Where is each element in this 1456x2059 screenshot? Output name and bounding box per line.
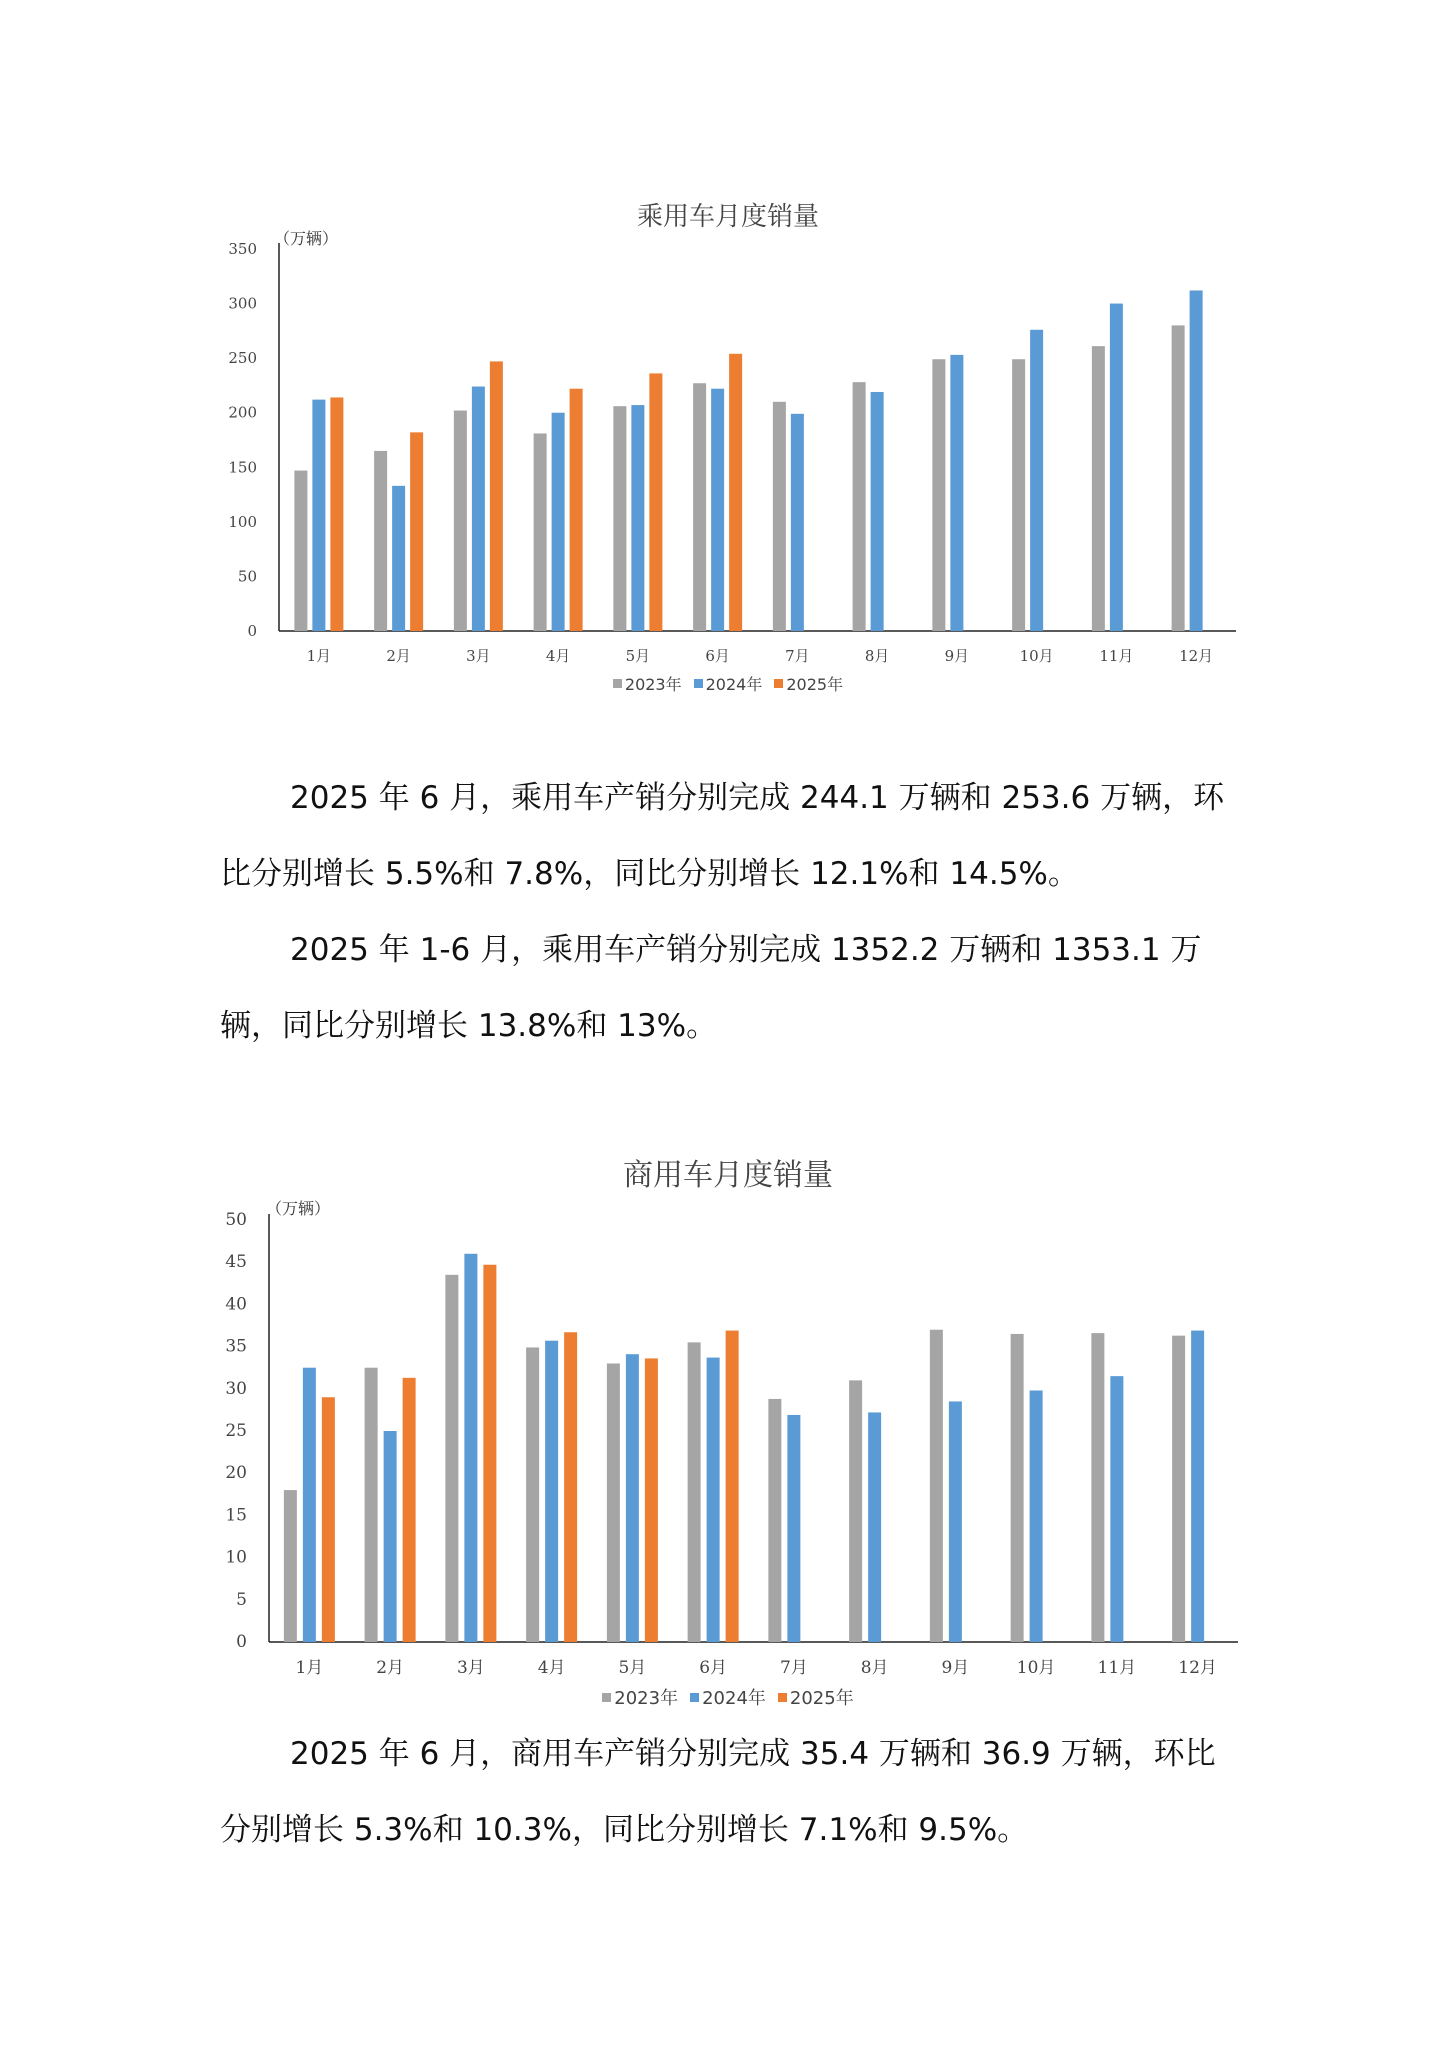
x-tick-label: 1月: [295, 1658, 324, 1678]
commercial-vehicle-chart: [0, 1150, 1456, 1720]
x-tick-label: 2月: [386, 647, 411, 665]
bar-2023年-9月: [932, 359, 945, 631]
legend-label: 2025年: [786, 675, 844, 694]
bar-2025年-4月: [570, 389, 583, 631]
x-tick-label: 6月: [699, 1658, 728, 1678]
legend-swatch: [690, 1693, 699, 1702]
bar-2025年-4月: [564, 1332, 577, 1642]
bar-2025年-1月: [330, 397, 343, 631]
bar-2024年-9月: [950, 355, 963, 631]
y-tick-label: 0: [247, 622, 257, 640]
legend-label: 2025年: [789, 1688, 854, 1709]
x-tick-label: 9月: [941, 1658, 970, 1678]
x-tick-label: 1月: [306, 647, 332, 665]
y-tick-label: 100: [228, 512, 257, 531]
chart-title: 商用车月度销量: [623, 1158, 833, 1193]
y-tick-label: 45: [225, 1252, 247, 1273]
y-tick-label: 30: [225, 1378, 247, 1399]
y-axis-unit: （万辆）: [274, 229, 339, 248]
x-tick-label: 9月: [944, 647, 970, 665]
x-tick-label: 4月: [545, 647, 571, 665]
bar-2024年-12月: [1191, 1331, 1204, 1642]
bar-2024年-6月: [711, 389, 724, 631]
x-tick-label: 12月: [1178, 1658, 1217, 1678]
legend-label: 2023年: [614, 1688, 679, 1709]
y-tick-label: 10: [225, 1547, 247, 1568]
x-tick-label: 11月: [1099, 647, 1134, 665]
legend-swatch: [694, 679, 703, 688]
x-tick-label: 5月: [625, 647, 651, 665]
bar-2023年-12月: [1172, 1336, 1185, 1642]
legend-item-2025: [778, 1684, 854, 1710]
bar-2024年-3月: [464, 1254, 477, 1642]
x-tick-label: 7月: [779, 1658, 808, 1678]
bar-2023年-11月: [1092, 346, 1105, 631]
legend-item-2023: [602, 1684, 678, 1710]
bar-2023年-7月: [773, 402, 786, 631]
bar-2025年-5月: [649, 373, 662, 631]
paragraph-commercial-june: 2025 年 6 月，商用车产销分别完成 35.4 万辆和 36.9 万辆，环比分别增长 5.3%和 10.3%，同比分别增长 7.1%和 9.5%。: [220, 1736, 1216, 1848]
bar-2024年-4月: [552, 413, 565, 631]
passenger-car-plot: [0, 190, 1456, 670]
y-tick-label: 200: [228, 403, 257, 422]
bar-2023年-4月: [534, 433, 547, 631]
bar-2024年-2月: [384, 1431, 397, 1642]
bar-2023年-4月: [526, 1347, 539, 1642]
chart-title: 乘用车月度销量: [636, 202, 819, 232]
x-tick-label: 12月: [1179, 647, 1214, 665]
bar-2023年-6月: [688, 1342, 701, 1642]
legend-swatch: [602, 1693, 611, 1702]
y-tick-label: 350: [228, 240, 257, 258]
legend-label: 2024年: [702, 1688, 766, 1709]
x-tick-label: 10月: [1019, 647, 1054, 665]
chart-legend: [0, 1684, 1456, 1710]
bar-2024年-8月: [871, 392, 884, 631]
legend-item-2023: [613, 672, 682, 695]
passenger-car-chart: [0, 190, 1456, 710]
y-axis-unit: （万辆）: [266, 1199, 331, 1218]
bar-2024年-8月: [868, 1412, 881, 1642]
legend-swatch: [778, 1693, 787, 1702]
bar-2024年-1月: [312, 400, 325, 631]
bar-2023年-7月: [768, 1399, 781, 1642]
bar-2024年-10月: [1030, 330, 1043, 631]
bar-2023年-5月: [613, 406, 626, 631]
y-tick-label: 250: [228, 349, 257, 368]
y-tick-label: 25: [225, 1421, 247, 1441]
x-tick-label: 6月: [705, 647, 730, 665]
bar-2025年-2月: [403, 1378, 416, 1642]
x-tick-label: 5月: [618, 1658, 647, 1678]
legend-item-2024: [694, 672, 763, 695]
x-tick-label: 10月: [1016, 1658, 1056, 1678]
bar-2024年-10月: [1030, 1390, 1043, 1642]
bar-2023年-1月: [284, 1490, 297, 1642]
y-tick-label: 35: [225, 1336, 247, 1357]
bar-2024年-5月: [626, 1354, 639, 1642]
x-tick-label: 11月: [1097, 1658, 1137, 1678]
y-tick-label: 50: [237, 567, 257, 586]
x-tick-label: 4月: [537, 1658, 566, 1678]
legend-item-2025: [774, 672, 843, 695]
y-tick-label: 5: [236, 1589, 247, 1610]
bar-2025年-3月: [490, 361, 503, 631]
bar-2023年-3月: [454, 411, 467, 631]
bar-2024年-2月: [392, 486, 405, 631]
bar-2024年-9月: [949, 1401, 962, 1642]
y-tick-label: 150: [228, 458, 257, 477]
bar-2023年-10月: [1011, 1334, 1024, 1642]
bar-2024年-7月: [791, 414, 804, 631]
legend-label: 2023年: [624, 675, 682, 694]
bar-2024年-5月: [631, 405, 644, 631]
bar-2023年-1月: [294, 471, 307, 631]
bar-2023年-8月: [853, 382, 866, 631]
x-tick-label: 3月: [466, 647, 491, 665]
y-tick-label: 20: [225, 1463, 247, 1484]
y-tick-label: 50: [225, 1210, 247, 1230]
legend-label: 2024年: [705, 675, 763, 694]
x-tick-label: 7月: [785, 647, 810, 665]
y-tick-label: 40: [225, 1294, 247, 1315]
y-tick-label: 15: [225, 1505, 247, 1526]
bar-2024年-7月: [787, 1415, 800, 1642]
bar-2023年-2月: [365, 1368, 378, 1642]
bar-2024年-3月: [472, 387, 485, 631]
bar-2025年-3月: [483, 1265, 496, 1642]
bar-2023年-11月: [1091, 1333, 1104, 1642]
bar-2023年-8月: [849, 1380, 862, 1642]
chart-legend: [0, 672, 1456, 695]
bar-2024年-4月: [545, 1341, 558, 1642]
bar-2023年-3月: [445, 1275, 458, 1642]
y-tick-label: 300: [228, 294, 257, 313]
bar-2023年-9月: [930, 1330, 943, 1642]
bar-2023年-5月: [607, 1363, 620, 1642]
bar-2025年-6月: [729, 354, 742, 631]
bar-2025年-2月: [410, 432, 423, 631]
bar-2024年-1月: [303, 1368, 316, 1642]
bar-2025年-1月: [322, 1397, 335, 1642]
bar-2023年-12月: [1172, 325, 1185, 631]
bar-2024年-6月: [707, 1358, 720, 1642]
bar-2023年-10月: [1012, 359, 1025, 631]
paragraph-passenger-h1: 2025 年 1-6 月，乘用车产销分别完成 1352.2 万辆和 1353.1 万辆，同比分别增长 13.8%和 13%。: [220, 932, 1202, 1044]
x-tick-label: 8月: [860, 1658, 889, 1678]
bar-2024年-11月: [1110, 1376, 1123, 1642]
x-tick-label: 3月: [456, 1658, 485, 1678]
commercial-vehicle-plot: [0, 1150, 1456, 1680]
legend-swatch: [774, 679, 783, 688]
y-tick-label: 0: [236, 1632, 247, 1652]
bar-2024年-11月: [1110, 304, 1123, 631]
legend-swatch: [613, 679, 622, 688]
x-tick-label: 8月: [864, 647, 890, 665]
bar-2025年-6月: [726, 1331, 739, 1642]
bar-2024年-12月: [1190, 290, 1203, 631]
x-tick-label: 2月: [376, 1658, 405, 1678]
legend-item-2024: [690, 1684, 766, 1710]
paragraph-passenger-june: 2025 年 6 月，乘用车产销分别完成 244.1 万辆和 253.6 万辆，环比分别增长 5.5%和 7.8%，同比分别增长 12.1%和 14.5%。: [220, 780, 1225, 892]
bar-2023年-6月: [693, 383, 706, 631]
bar-2025年-5月: [645, 1358, 658, 1642]
bar-2023年-2月: [374, 451, 387, 631]
